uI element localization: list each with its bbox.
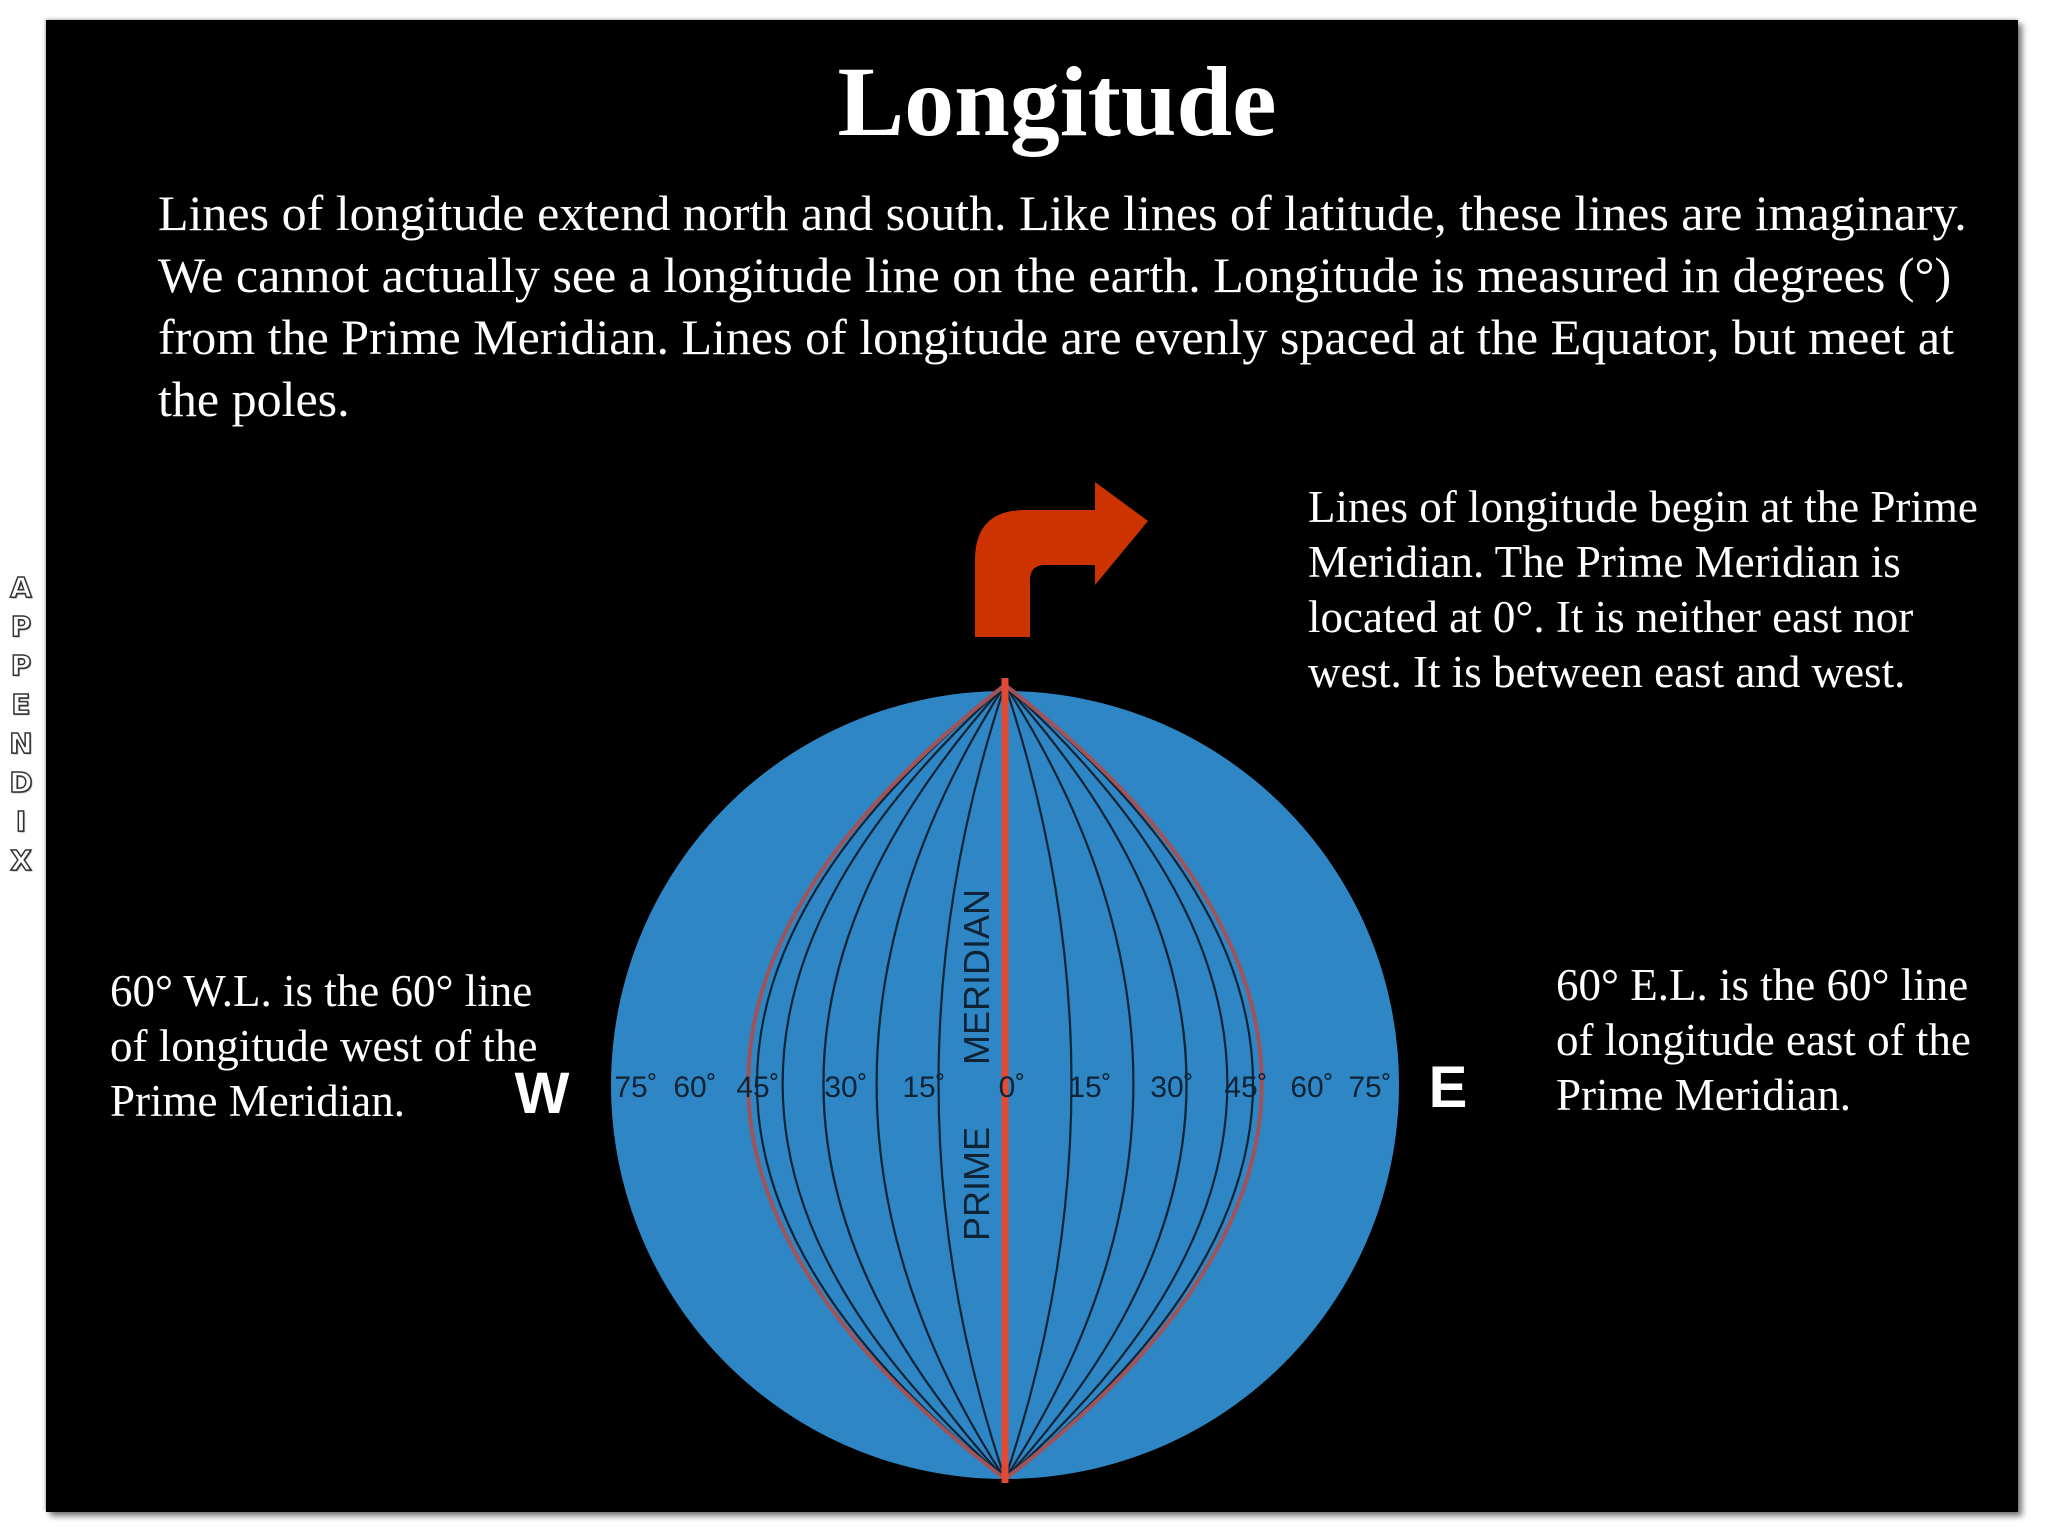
slide-title: Longitude bbox=[837, 46, 1277, 157]
west-degree-label: 30˚ bbox=[824, 1071, 868, 1104]
appendix-letter: P bbox=[10, 649, 32, 682]
zero-degree-label: 0˚ bbox=[998, 1071, 1026, 1104]
east-degree-label: 30˚ bbox=[1150, 1071, 1194, 1104]
east-longitude-note: 60° E.L. is the 60° line of longitude east of the Prime Meridian. bbox=[1556, 960, 1971, 1120]
west-degree-label: 45˚ bbox=[736, 1071, 780, 1104]
west-degree-label: 75˚ bbox=[614, 1071, 658, 1104]
meridian-label: MERIDIAN bbox=[956, 888, 997, 1065]
intro-paragraph: Lines of longitude extend north and south. Like lines of latitude, these lines are imaginary. We cannot actually see a longitude line on the earth. Longitude is measured in degrees (°) from the Prime Meridian. Lines of longitude are evenly spaced at the Equator, but meet at the poles. bbox=[158, 185, 1967, 427]
appendix-letter: A bbox=[10, 571, 32, 604]
east-degree-label: 60˚ bbox=[1290, 1071, 1334, 1104]
east-degree-label: 15˚ bbox=[1068, 1071, 1112, 1104]
appendix-letter: E bbox=[11, 688, 31, 721]
east-degree-label: 75˚ bbox=[1348, 1071, 1392, 1104]
prime-label: PRIME bbox=[956, 1126, 997, 1241]
west-label: W bbox=[514, 1061, 570, 1126]
appendix-letter: P bbox=[10, 610, 32, 643]
east-label: E bbox=[1428, 1055, 1468, 1120]
appendix-letter: I bbox=[15, 805, 27, 838]
curved-arrow-icon bbox=[975, 482, 1148, 637]
appendix-letter: D bbox=[9, 766, 33, 799]
east-degree-label: 45˚ bbox=[1224, 1071, 1268, 1104]
west-degree-label: 60˚ bbox=[673, 1071, 717, 1104]
appendix-letter: X bbox=[10, 844, 32, 877]
appendix-letter: N bbox=[9, 727, 33, 760]
west-degree-label: 15˚ bbox=[902, 1071, 946, 1104]
prime-meridian-note: Lines of longitude begin at the Prime Meridian. The Prime Meridian is located at 0°. It is neither east nor west. It is between east and west. bbox=[1308, 482, 1978, 697]
west-longitude-note: 60° W.L. is the 60° line of longitude west of the Prime Meridian. bbox=[110, 966, 538, 1126]
